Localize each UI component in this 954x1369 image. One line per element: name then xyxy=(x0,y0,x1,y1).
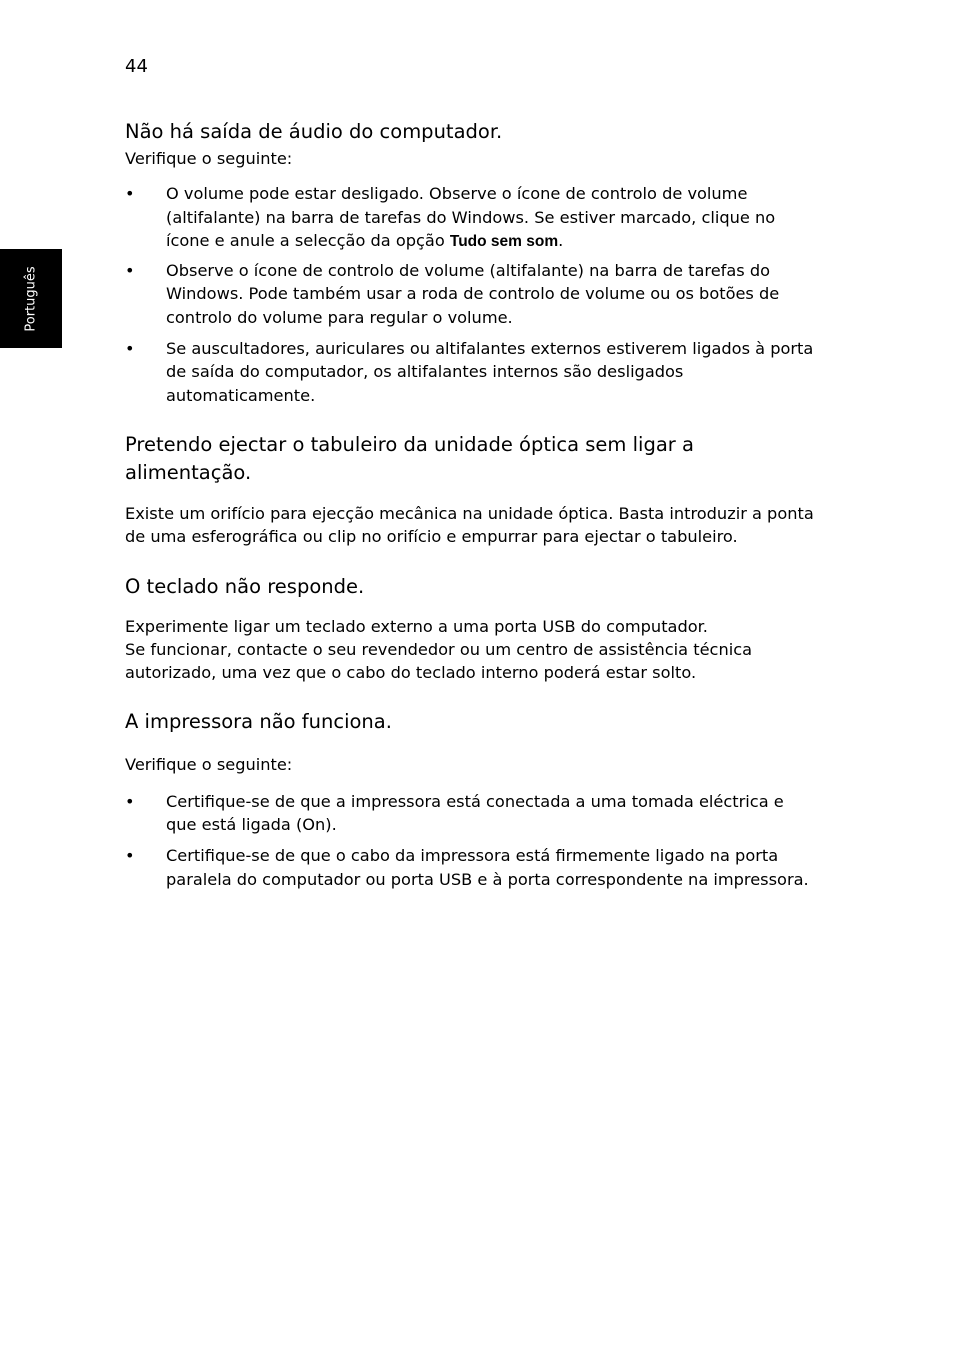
bullet-icon: • xyxy=(125,846,135,866)
section-body-line2: Se funcionar, contacte o seu revendedor ou um centro de assistência técnica autorizado, uma vez que o cabo do teclado interno poderá estar solto. xyxy=(125,639,753,683)
section-printer xyxy=(125,708,815,890)
list-item-text: Certifique-se de que a impressora está conectada a uma tomada eléctrica e que está ligada (On). xyxy=(166,791,784,835)
bullet-icon: • xyxy=(125,791,135,811)
list-item-text: O volume pode estar desligado. Observe o ícone de controlo de volume (altifalante) na barra de tarefas do Windows. Se estiver marcado, clique no ícone e anule a selecção da opção xyxy=(166,184,776,250)
bullet-icon: • xyxy=(125,261,135,281)
list-item-text: Observe o ícone de controlo de volume (altifalante) na barra de tarefas do Windows. Pode também usar a roda de controlo de volume ou os botões de controlo do volume para regular o volume. xyxy=(166,261,780,327)
bullet-list xyxy=(125,182,815,407)
section-body: Existe um orifício para ejecção mecânica na unidade óptica. Basta introduzir a ponta de uma esferográfica ou clip no orifício e empurrar para ejectar o tabuleiro. xyxy=(125,503,814,547)
section-no-audio xyxy=(125,118,815,407)
page-number: 44 xyxy=(125,56,148,77)
section-heading: O teclado não responde. xyxy=(125,574,365,598)
section-intro: Verifique o seguinte: xyxy=(125,149,293,168)
bullet-icon: • xyxy=(125,339,135,359)
list-item xyxy=(125,790,815,837)
section-intro: Verifique o seguinte: xyxy=(125,755,293,775)
bullet-icon: • xyxy=(125,184,135,204)
list-item-text: Certifique-se de que o cabo da impressora está firmemente ligado na porta paralela do computador ou porta USB e à porta correspondente na impressora. xyxy=(166,846,809,889)
list-item xyxy=(125,259,815,329)
list-item-text: Se auscultadores, auriculares ou altifalantes externos estiverem ligados à porta de saída do computador, os altifalantes internos são desligados automaticamente. xyxy=(166,339,814,405)
section-heading: A impressora não funciona. xyxy=(125,710,392,734)
language-tab xyxy=(0,249,62,348)
section-body-line1: Experimente ligar um teclado externo a uma porta USB do computador. xyxy=(125,616,708,636)
list-item-text-end: . xyxy=(558,230,564,250)
bullet-list xyxy=(125,790,815,891)
section-heading: Não há saída de áudio do computador. xyxy=(125,120,503,143)
list-item xyxy=(125,844,815,891)
page-content xyxy=(125,118,815,891)
section-heading: Pretendo ejectar o tabuleiro da unidade óptica sem ligar a alimentação. xyxy=(125,432,694,484)
section-keyboard xyxy=(125,573,815,685)
ui-term: Tudo sem som xyxy=(449,232,559,250)
section-eject-tray xyxy=(125,431,815,549)
list-item xyxy=(125,337,815,407)
language-tab-label: Português xyxy=(23,266,39,332)
list-item xyxy=(125,182,815,253)
